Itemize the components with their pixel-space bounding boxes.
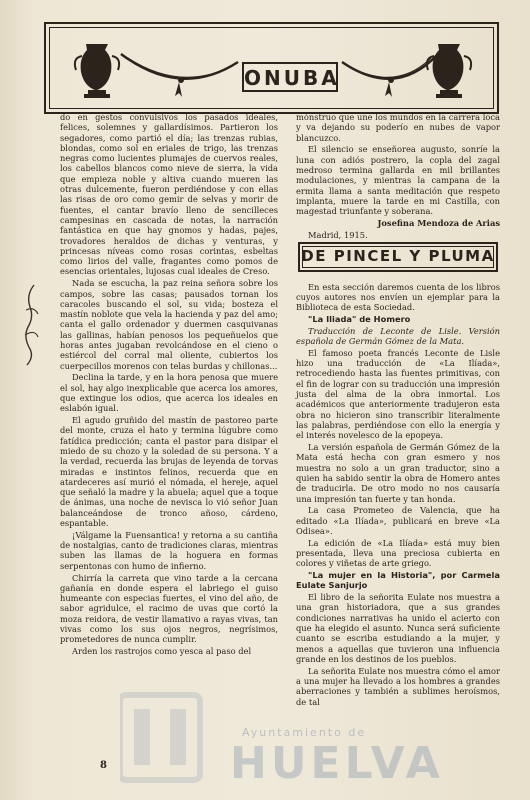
author-signature: Josefina Mendoza de Arias (377, 217, 500, 228)
right-urn-icon (427, 44, 471, 98)
review-heading: "La mujer en la Historia", por Carmela Eulate Sanjurjo (296, 570, 500, 591)
section-title-box (298, 242, 498, 272)
left-urn-icon (75, 44, 119, 98)
left-column (60, 112, 278, 658)
decorative-header (44, 22, 499, 114)
paragraph: El agudo gruñido del mastín de pastoreo parte del monte, cruza el hato y termina lúgubre como fatídica predicción; canta el pastor para disipar el miedo de su chozo y la soledad de su persona. Y a la verdad, recuerda las brujas de leyenda de torvas miradas e instintos felinos, recuerda que en atardeceres así murió el nómada, el hereje, aquel que señaló la madre y la abuela; aquel que a toque de ánimas, una noche de nevisca lo vió señor Juan balanceándose de tronco añoso, cárdeno, espantable. (60, 415, 278, 529)
handwritten-signature (16, 280, 46, 370)
paragraph: Declina la tarde, y en la hora penosa que muere el sol, hay algo inexplicable que acerca los amores, que extingue los odios, que acerca los ideales en eslabón igual. (60, 372, 278, 414)
paragraph: Nada se escucha, la paz reina señora sobre los campos, sobre las casas; pausados tornan los caracoles buscando el sol, su vida; bosteza el mastín noblote que vela la hacienda y paz del amo; canta el gallo ordenador y duermen casquivanas las gallinas, habían penosos los pequeñuelos que horas antes jugaban revolcándose en el cieno o estiércol del corral mal oliente, cubiertos los cuerpecillos morenos con telas burdas y chillonas... (60, 278, 278, 371)
paragraph: ¡Válgame la Fuensantica! y retorna a su cantiña de nostalgias, canto de tradiciones claras, mientras suben las llamas de la hoguera en formas serpentonas con humo de infierno. (60, 529, 278, 571)
paragraph: Chirría la carreta que vino tarde a la cercana gañanía en donde espera el labriego el guiso humeante con especias fuertes, el vino del año, de sabor agridulce, el racimo de uvas que cortó la moza reidora, de vestir llamativo a rayas vivas, tan vivas como los sus ojos negros, negrísimos, prometedores de nunca cumplir. (60, 572, 278, 645)
page-number: 8 (100, 760, 107, 771)
paragraph: El libro de la señorita Eulate nos muestra a una gran historiadora, que a sus grandes condiciones narrativas ha unido el acierto con que ha elegido el asunto. Nunca será suficiente cuanto se escriba estudiando a la mujer, y menos a aquellas que tuvieron una influencia grande en los destinos de los pueblos. (296, 592, 500, 664)
paragraph: La versión española de Germán Gómez de la Mata está hecha con gran esmero y nos muestra no solo a un gran traductor, sino a quien ha sabido sentir la obra de Homero antes de traducirla. De otro modo no nos causaría una impresión tan fuerte y tan honda. (296, 442, 500, 504)
right-column (296, 112, 500, 708)
paragraph: La casa Prometeo de Valencia, que ha editado «La Ilíada», publicará en breve «La Odisea». (296, 505, 500, 536)
section-intro: En esta sección daremos cuenta de los libros cuyos autores nos envíen un ejemplar para la Biblioteca de esta Sociedad. (296, 281, 500, 313)
section-title: DE PINCEL Y PLUMA (301, 247, 495, 266)
paragraph: Arden los rastrojos como yesca al paso del (72, 646, 252, 657)
paragraph: La edición de «La Ilíada» está muy bien presentada, lleva una preciosa cubierta en colores y viñetas de arte griego. (296, 537, 500, 569)
masthead-title: ONUBA (242, 62, 338, 92)
paragraph: mónstruo que une los mundos en la carrera loca y va dejando su poderío en nubes de vapor blancuzco. (296, 112, 500, 143)
date-line: Madrid, 1915. (308, 229, 368, 240)
paragraph: do en gestos convulsivos los pasados ideales, felices, solemnes y gallardísimos. Partieron los segadores, como partió el día; las trenzas rubias, blondas, como sol en eriales de trigo, las trenzas negras como lucientes plumajes de cuervos reales, los cabellos blancos como nieve de sierra, la vida que empieza noble y altiva cuando mueren las otras dulcemente, fueron perdiéndose y con ellas las risas de oro como gemir de selvas y morir de fuentes, el cantar bravío lleno de sencilleces campesinas en cascada de notas, la narración fantástica en que hay gnomos y hadas, pajes, trovadores heraldos de dichas y venturas, y princesas níveas como rosas corintas, esbeltas como lirios del valle, fragantes como pomos de esencias orientales, lujosas cual ideales de Creso. (60, 112, 278, 277)
watermark-line1: Ayuntamiento de (242, 726, 367, 739)
watermark-line2: HUELVA (230, 738, 444, 789)
paragraph: El silencio se enseñorea augusto, sonríe la luna con adiós postrero, la copla del zagal medroso termina gallarda en mil brillantes modulaciones, y mientras la campana de la ermita llama a santa meditación que respeto implanta, muere la tarde en mi Castilla, con magestad triunfante y soberana. (296, 144, 500, 217)
paragraph: El famoso poeta francés Leconte de Lisle hizo una traducción de «La Ilíada», retrocediendo hasta las fuentes primitivas, con el fin de lograr con su traducción una impresión justa del alma de la obra inmortal. Los académicos que anteriormente tradujeron esta obra no hicieron sino transcribir literalmente las palabras, perdiéndose con ello la energía y el interés novelesco de la epopeya. (296, 347, 500, 441)
review-subtitle: Traducción de Leconte de Lisle. Versión española de Germán Gómez de la Mata. (296, 325, 500, 347)
review-heading: "La Iliada" de Homero (308, 313, 411, 324)
paragraph: La señorita Eulate nos muestra cómo el amor a una mujer ha llevado a los hombres a grandes aberraciones y también a sublimes heroísmos, de tal (296, 665, 500, 707)
